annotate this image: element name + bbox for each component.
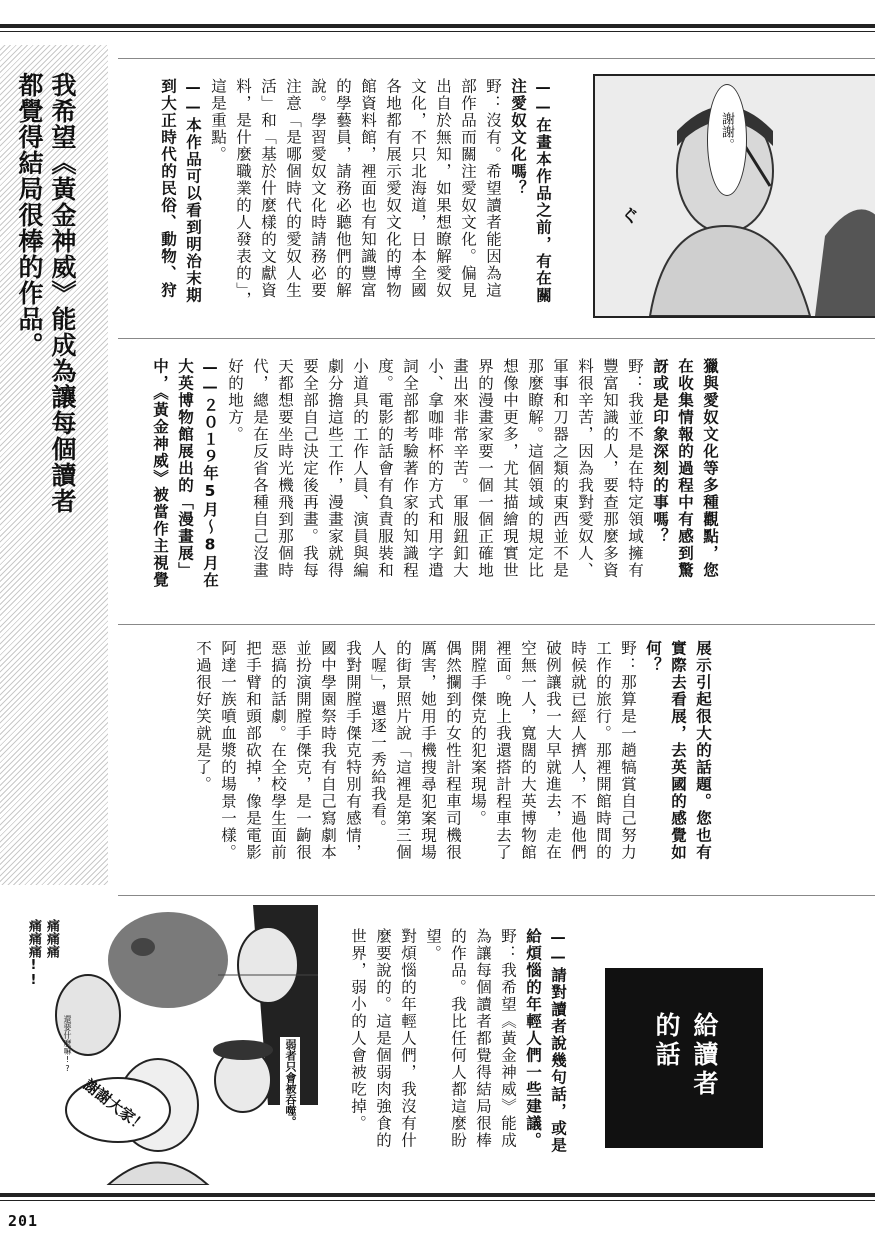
weak-caption: 弱者只會被吞噬。 (280, 1037, 300, 1129)
question-3e: 實際去看展，去英國的感覺如 (669, 640, 687, 861)
answer-1-line: 這是重點。 (209, 78, 227, 163)
question-2b: 到大正時代的民俗、動物、狩 (159, 78, 177, 299)
sfx-text-top: ぐ (618, 206, 639, 224)
answer-3-line: 並扮演開膛手傑克，是一齣很 (294, 640, 312, 861)
answer-4-line: 為讓每個讀者都覺得結局很棒 (474, 928, 492, 1149)
answer-3-line: 野：那算是一趟犒賞自己努力 (619, 640, 637, 861)
answer-3-line: 的街景照片說「這裡是第三個 (394, 640, 412, 861)
answer-3-line: 厲害，她用手機搜尋犯案現場 (419, 640, 437, 861)
answer-1-line: 的學藝員，請務必聽他們的解 (334, 78, 352, 299)
answer-2-line: 畫出來非常辛苦。軍服鈕釦大 (451, 358, 469, 579)
question-3c: 中，《黃金神威》被當作主視覺 (151, 358, 169, 589)
upper-text-block (155, 78, 555, 308)
top-rule-thick (0, 24, 875, 28)
answer-3-line: 開膛手傑克的犯案現場。 (469, 640, 487, 827)
pull-quote-line-1: 我希望《黃金神威》能成為讓每個讀者 (48, 72, 77, 514)
answer-3-line: 偶然攔到的女性計程車司機很 (444, 640, 462, 861)
lower-text-block (190, 640, 715, 861)
answer-2-line: 料很辛苦，因為我對愛奴人、 (576, 358, 594, 579)
answer-3-line: 不過很好笑就是了。 (194, 640, 212, 793)
answer-3-line: 時候就已經人擠人，不過他們 (569, 640, 587, 861)
answer-2-line: 想像中更多，尤其描繪現實世 (501, 358, 519, 579)
answer-1-line: 部作品而關注愛奴文化。偏見 (459, 78, 477, 299)
speech-text-top: 謝謝。 (719, 112, 734, 151)
bottom-text-block (345, 928, 570, 1154)
answer-1-line: 注意「是哪個時代的愛奴人生 (284, 78, 302, 299)
answer-4-line: 世界，弱小的人會被吃掉。 (349, 928, 367, 1132)
answer-4-line: 的作品。我比任何人都這麼盼 (449, 928, 467, 1149)
answer-1-line: 文化，不只北海道，日本全國 (409, 78, 427, 299)
question-3d: 展示引起很大的話題。您也有 (694, 640, 712, 861)
small-caption: 還要什麼嘛!? (63, 1015, 72, 1073)
answer-3-line: 空無一人，寬闊的大英博物館 (519, 640, 537, 861)
answer-3-line: 把手臂和頭部砍掉，像是電影 (244, 640, 262, 861)
answer-3-line: 裡面。晚上我還搭計程車去了 (494, 640, 512, 861)
answer-4-line: 對煩惱的年輕人們，我沒有什 (399, 928, 417, 1149)
answer-2-line: 劇分擔這些工作，漫畫家就得 (326, 358, 344, 579)
question-3f: 何？ (644, 640, 662, 674)
answer-2-line: 好的地方。 (226, 358, 244, 443)
separator-2 (118, 338, 875, 339)
top-rule-thin (0, 31, 875, 32)
bottom-rule-thick (0, 1193, 875, 1197)
pull-quote-line-2: 都覺得結局很棒的作品。 (15, 72, 44, 358)
answer-3-line: 破例讓我一大早就進去，走在 (544, 640, 562, 861)
question-3b: 大英博物館展出的「漫畫展」 (176, 358, 194, 579)
answer-2-line: 天都想要坐時光機飛到那個時 (276, 358, 294, 579)
thanks-shout: 謝謝大家！ (80, 1075, 151, 1137)
question-1b: 注愛奴文化嗎？ (509, 78, 527, 197)
bottom-rule-thin (0, 1200, 875, 1201)
sfx-pain-2: 痛痛痛!! (26, 919, 41, 988)
answer-2-line: 界的漫畫家要一個一個正確地 (476, 358, 494, 579)
section-heading-line-1: 給讀者 (690, 1012, 719, 1099)
answer-1-line: 出自於無知，如果想瞭解愛奴 (434, 78, 452, 299)
answer-3-line: 工作的旅行。那裡開館時間的 (594, 640, 612, 861)
answer-2-line: 豐富知識的人，要查那麼多資 (601, 358, 619, 579)
answer-1-line: 野：沒有。希望讀者能因為這 (484, 78, 502, 299)
question-1a: ——在畫本作品之前，有在關 (534, 78, 552, 304)
answer-3-line: 國中學園祭時我有自己寫劇本 (319, 640, 337, 861)
middle-text-block (147, 358, 722, 589)
answer-4-line: 野：我希望《黃金神威》能成 (499, 928, 517, 1149)
manga-panel-top (593, 74, 875, 318)
answer-2-line: 小道具的工作人員、演員與編 (351, 358, 369, 579)
answer-3-line: 惡搞的話劇。在全校學生面前 (269, 640, 287, 861)
answer-2-line: 軍事和刀器之類的東西並不是 (551, 358, 569, 579)
separator-3 (118, 624, 875, 625)
question-2d: 在收集情報的過程中有感到驚 (676, 358, 694, 579)
answer-1-line: 各地都有展示愛奴文化的博物 (384, 78, 402, 299)
question-2a: ——本作品可以看到明治末期 (184, 78, 202, 304)
answer-1-line: 說。學習愛奴文化時請務必要 (309, 78, 327, 299)
answer-2-line: 詞全部都考驗著作家的知識程 (401, 358, 419, 579)
section-heading-line-2: 的話 (652, 1012, 681, 1070)
answer-2-line: 那麼瞭解。這個領域的規定比 (526, 358, 544, 579)
answer-1-line: 活」和「基於什麼樣的文獻資 (259, 78, 277, 299)
answer-2-line: 代，總是在反省各種自己沒畫 (251, 358, 269, 579)
manga-panel-bottom (18, 905, 318, 1185)
answer-4-line: 麼要說的。這是個弱肉強食的 (374, 928, 392, 1149)
separator-1 (118, 58, 875, 59)
answer-2-line: 度。電影的話會有負責服裝和 (376, 358, 394, 579)
answer-2-line: 要全部自己決定後再畫。我每 (301, 358, 319, 579)
answer-1-line: 料，是什麼職業的人發表的」， (234, 78, 252, 309)
answer-2-line: 野：我並不是在特定領域擁有 (626, 358, 644, 579)
answer-3-line: 阿達一族噴血漿的場景一樣。 (219, 640, 237, 861)
answer-3-line: 人喔」，還逐一秀給我看。 (369, 640, 387, 837)
question-4b: 給煩惱的年輕人們一些建議。 (524, 928, 542, 1149)
section-heading-box (605, 968, 763, 1148)
page-number: 201 (8, 1212, 39, 1230)
question-3a: ——２０１９年5月～8月在 (201, 358, 219, 589)
answer-4-line: 望。 (424, 928, 442, 962)
question-2c: 獵與愛奴文化等多種觀點，您 (701, 358, 719, 579)
question-4a: ——請對讀者說幾句話，或是 (549, 928, 567, 1154)
sfx-pain-1: 痛痛痛 (44, 919, 59, 958)
answer-1-line: 館資料館，裡面也有知識豐富 (359, 78, 377, 299)
answer-2-line: 小、拿咖啡杯的方式和用字遣 (426, 358, 444, 579)
answer-3-line: 我對開膛手傑克特別有感情， (344, 640, 362, 861)
question-2e: 訝或是印象深刻的事嗎？ (651, 358, 669, 545)
separator-4 (118, 895, 875, 896)
